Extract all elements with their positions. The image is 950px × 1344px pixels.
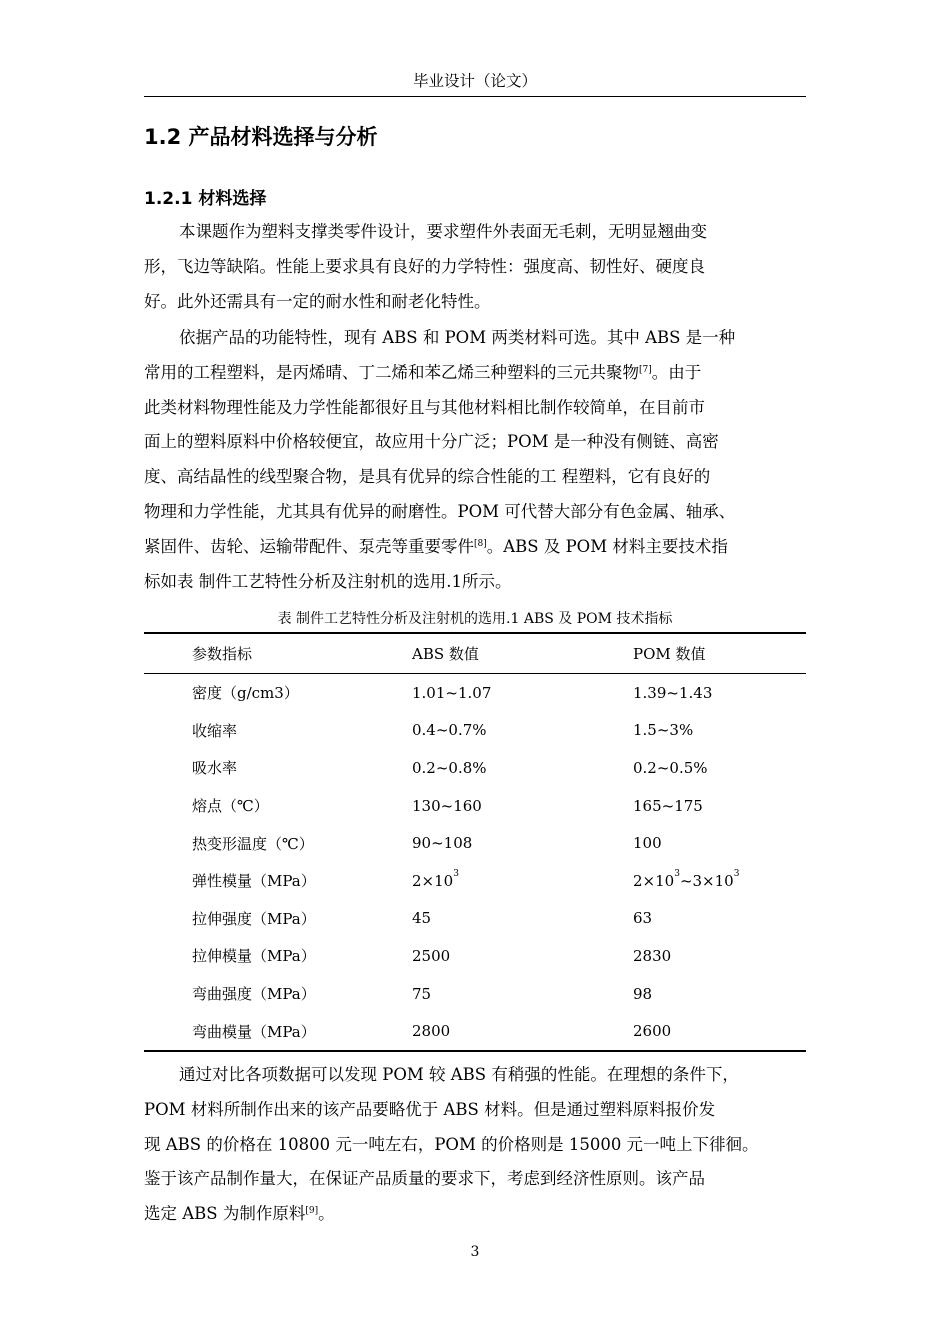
cell-param: 熔点（℃） [192,797,269,816]
cell-abs: 0.4~0.7% [412,721,487,740]
table-row [144,787,806,825]
header-pom: POM 数值 [633,633,806,674]
cell-param: 弹性模量（MPa） [192,872,316,891]
text-line [144,530,806,565]
section-heading: 1.2 产品材料选择与分析 [144,125,378,149]
text-segment: 选定 ABS 为制作原料 [144,1204,306,1224]
cell-pom: 165~175 [633,796,703,815]
paragraph-comparison [144,1058,806,1232]
value-base: 2×10 [633,871,675,890]
cell-pom: 1.39~1.43 [633,683,713,702]
paragraph-requirements [144,215,806,319]
cell-param: 拉伸模量（MPa） [192,947,316,966]
table-row [144,975,806,1013]
text-line: 此类材料物理性能及力学性能都很好且与其他材料相比制作较简单，在目前市 [144,397,705,417]
table-row [144,824,806,862]
table-row [144,862,806,900]
text-line: POM 材料所制作出来的该产品要略优于 ABS 材料。但是通过塑料原料报价发 [144,1099,716,1119]
cell-abs [412,862,633,900]
cell-abs: 0.2~0.8% [412,758,487,777]
table-row [144,1012,806,1051]
text-segment: 紧固件、齿轮、运输带配件、泵壳等重要零件 [144,536,474,556]
table-row [144,937,806,975]
page-number: 3 [470,1244,480,1260]
text-line [144,1197,806,1232]
cell-pom: 98 [633,984,653,1003]
cell-abs: 90~108 [412,834,473,853]
table-row [144,674,806,712]
value-exponent: 3 [733,868,740,879]
cell-abs: 2500 [412,946,451,965]
cell-abs: 75 [412,984,432,1003]
paragraph-materials [144,321,806,599]
citation-ref: [8] [474,538,487,549]
table-row [144,900,806,938]
text-line: 通过对比各项数据可以发现 POM 较 ABS 有稍强的性能。在理想的条件下， [179,1065,739,1084]
text-line: 形，飞边等缺陷。性能上要求具有良好的力学特性：强度高、韧性好、硬度良 [144,256,705,276]
cell-param: 密度（g/cm3） [192,684,299,703]
cell-pom [633,862,806,900]
cell-param: 收缩率 [192,721,238,740]
value-exponent: 3 [674,868,680,879]
header-abs: ABS 数值 [412,633,633,674]
value-exponent: 3 [453,868,459,879]
cell-param: 热变形温度（℃） [192,834,314,853]
text-line: 标如表 制件工艺特性分析及注射机的选用.1所示。 [144,571,512,591]
text-segment: 。 [318,1204,335,1224]
header-title: 毕业设计（论文） [412,72,537,90]
cell-pom: 2830 [633,946,672,965]
cell-abs: 1.01~1.07 [412,683,492,702]
text-segment: 。由于 [651,362,702,382]
text-line: 依据产品的功能特性，现有 ABS 和 POM 两类材料可选。其中 ABS 是一种 [179,328,736,347]
table-caption: 表 制件工艺特性分析及注射机的选用.1 ABS 及 POM 技术指标 [277,611,673,627]
cell-pom: 2600 [633,1022,672,1041]
text-line: 鉴于该产品制作量大，在保证产品质量的要求下，考虑到经济性原则。该产品 [144,1169,705,1189]
cell-param: 弯曲模量（MPa） [192,1022,316,1041]
tech-spec-table [144,632,806,1052]
table-row [144,749,806,787]
cell-pom: 0.2~0.5% [633,758,708,777]
citation-ref: [9] [305,1206,319,1217]
cell-abs: 45 [412,909,432,928]
table-row [144,712,806,750]
table-header-row [144,633,806,674]
cell-pom: 63 [633,909,653,928]
page-header [144,70,806,97]
citation-ref: [7] [639,364,652,375]
text-line: 本课题作为塑料支撑类零件设计，要求塑件外表面无毛刺，无明显翘曲变 [179,222,707,241]
value-base: 2×10 [412,871,454,890]
header-param: 参数指标 [144,633,412,674]
cell-pom: 100 [633,834,662,853]
text-line: 度、高结晶性的线型聚合物，是具有优异的综合性能的工 程塑料，它有良好的 [144,467,711,487]
value-base: ~3×10 [679,871,734,890]
text-line: 现 ABS 的价格在 10800 元一吨左右，POM 的价格则是 15000 元一吨上下徘徊。 [144,1134,759,1154]
text-line: 物理和力学性能，尤其具有优异的耐磨性。POM 可代替大部分有色金属、轴承、 [144,501,736,521]
text-segment: 。ABS 及 POM 材料主要技术指 [486,536,728,556]
cell-pom: 1.5~3% [633,721,694,740]
text-line: 好。此外还需具有一定的耐水性和耐老化特性。 [144,291,491,311]
cell-param: 拉伸强度（MPa） [192,909,316,928]
cell-param: 弯曲强度（MPa） [192,985,316,1004]
text-line [144,356,806,391]
text-line: 面上的塑料原料中价格较便宜，故应用十分广泛；POM 是一种没有侧链、高密 [144,432,719,452]
cell-abs: 2800 [412,1022,451,1041]
text-segment: 常用的工程塑料，是丙烯晴、丁二烯和苯乙烯三种塑料的三元共聚物 [144,362,639,382]
subsection-heading: 1.2.1 材料选择 [144,189,267,209]
cell-param: 吸水率 [192,759,238,778]
cell-abs: 130~160 [412,796,482,815]
